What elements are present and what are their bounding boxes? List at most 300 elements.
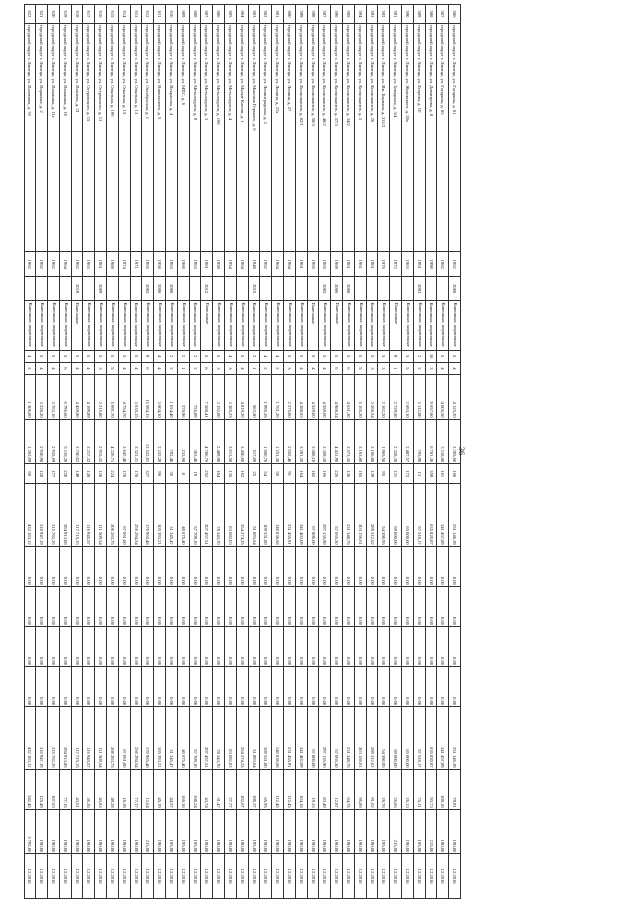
cell-entrances: 4 — [319, 362, 331, 374]
cell-row-number: 596 — [331, 5, 343, 24]
cell-entrances: 1 — [248, 362, 260, 374]
cell-max-unit-cost: 215,00 — [390, 809, 402, 854]
cell-cost-local: 0.00 — [71, 626, 83, 666]
cell-total-cost: 109 531,00 — [260, 484, 272, 546]
cell-address: городской округ г. Липецк, ул. Димитрова, д. 8 — [425, 23, 437, 252]
cell-living-area: 363,40 — [189, 419, 201, 464]
cell-max-unit-cost: 190,00 — [107, 809, 119, 854]
cell-total-area: 5 691,70 — [107, 375, 119, 420]
cell-entrances: 4 — [71, 362, 83, 374]
cell-total-cost: 83 682,03 — [225, 484, 237, 546]
cell-year-renovated: 2005 — [142, 276, 154, 301]
cell-entrances: 4 — [295, 362, 307, 374]
cell-row-number: 595 — [343, 5, 355, 24]
cell-entrances: 3 — [284, 362, 296, 374]
cell-cost-federal: 0.00 — [166, 546, 178, 586]
cell-residents: 96 — [154, 464, 166, 484]
cell-max-unit-cost: 195,00 — [378, 809, 390, 854]
cell-wall-material: Каменные, кирпичные — [189, 301, 201, 350]
cell-unit-cost: 166,36 — [177, 769, 189, 809]
cell-total-cost: 140 838,68 — [272, 484, 284, 546]
cell-total-cost: 105 393,21 — [154, 484, 166, 546]
cell-max-unit-cost: 195,00 — [413, 809, 425, 854]
cell-residents: 220 — [59, 464, 71, 484]
cell-unit-cost: 112,46 — [272, 769, 284, 809]
cell-cost-local: 0.00 — [260, 626, 272, 666]
cell-unit-cost: 91,62 — [366, 769, 378, 809]
cell-max-unit-cost: 190,00 — [236, 809, 248, 854]
cell-cost-local: 0.00 — [319, 626, 331, 666]
cell-total-cost: 310 947,19 — [36, 484, 48, 546]
cell-max-unit-cost: 190,00 — [59, 809, 71, 854]
table-row — [425, 5, 437, 899]
cell-address: городской округ г. Липецк, ул. Островского, д. 15 — [83, 23, 95, 252]
cell-cost-local: 0.00 — [201, 626, 213, 666]
cell-cost-federal: 0.00 — [130, 546, 142, 586]
cell-owners-funds: 297 135,90 — [319, 707, 331, 769]
cell-year-built: 1965 — [319, 252, 331, 277]
cell-max-unit-cost: 190,00 — [130, 809, 142, 854]
cell-total-cost: 635 820,87 — [425, 484, 437, 546]
cell-owners-funds: 109 531,00 — [260, 707, 272, 769]
cell-cost-other: 0.00 — [331, 667, 343, 707]
cell-max-unit-cost: 190,00 — [36, 809, 48, 854]
cell-cost-federal: 0.00 — [284, 546, 296, 586]
cell-residents: 182 — [307, 464, 319, 484]
cell-unit-cost: 27,77 — [225, 769, 237, 809]
cell-living-area: 2 930,90 — [36, 419, 48, 464]
table-row — [284, 5, 296, 899]
cell-residents: 160 — [449, 464, 461, 484]
cell-residents: 121 — [390, 464, 402, 484]
cell-floors: 9 — [390, 350, 402, 362]
cell-completion-date: 12.2018 — [95, 854, 107, 899]
cell-year-built: 1961 — [201, 252, 213, 277]
cell-residents: 8 — [177, 464, 189, 484]
cell-residents: 162 — [236, 464, 248, 484]
cell-living-area: 2 915,32 — [95, 419, 107, 464]
cell-cost-other: 0.00 — [83, 667, 95, 707]
cell-unit-cost: 75,11 — [413, 769, 425, 809]
cell-wall-material: Каменные, кирпичные — [425, 301, 437, 350]
cell-cost-regional: 0.00 — [437, 586, 449, 626]
cell-address: городской округ г. Липецк, ул. Ленинградская, д. 2 — [260, 23, 272, 252]
cell-floors: 5 — [36, 350, 48, 362]
cell-wall-material: Каменные, кирпичные — [213, 301, 225, 350]
cell-unit-cost: 64,76 — [343, 769, 355, 809]
cell-year-built: 1963 — [189, 252, 201, 277]
cell-owners-funds: 310 947,19 — [36, 707, 48, 769]
cell-cost-federal: 0.00 — [425, 546, 437, 586]
cell-year-renovated — [425, 276, 437, 301]
cell-cost-federal: 0.00 — [107, 546, 119, 586]
cell-completion-date: 12.2018 — [413, 854, 425, 899]
cell-completion-date: 12.2018 — [343, 854, 355, 899]
cell-living-area: 2 052,40 — [284, 419, 296, 464]
cell-cost-regional: 0.00 — [236, 586, 248, 626]
cell-floors: 5 — [319, 350, 331, 362]
cell-floors: 5 — [437, 350, 449, 362]
cell-max-unit-cost: 190,00 — [366, 809, 378, 854]
cell-cost-federal: 0.00 — [213, 546, 225, 586]
cell-address: городской округ г. Липецк, ул. Папанина, д. 11е — [48, 23, 60, 252]
cell-completion-date: 12.2018 — [130, 854, 142, 899]
cell-owners-funds: 432 183,12 — [24, 707, 36, 769]
cell-cost-other: 0.00 — [449, 667, 461, 707]
cell-cost-regional: 0.00 — [402, 586, 414, 626]
cell-year-renovated — [189, 276, 201, 301]
cell-completion-date: 12.2018 — [236, 854, 248, 899]
cell-wall-material: Каменные, кирпичные — [378, 301, 390, 350]
cell-completion-date: 12.2018 — [307, 854, 319, 899]
cell-total-area: 3 152,00 — [213, 375, 225, 420]
cell-row-number: 621 — [36, 5, 48, 24]
cell-year-built: 1965 — [307, 252, 319, 277]
cell-completion-date: 12.2018 — [201, 854, 213, 899]
cell-year-built: 1962 — [48, 252, 60, 277]
cell-row-number: 594 — [354, 5, 366, 24]
cell-owners-funds: 116 945,57 — [83, 707, 95, 769]
page-number: 36 — [457, 447, 466, 455]
cell-living-area: 4 431,90 — [331, 419, 343, 464]
cell-row-number: 600 — [284, 5, 296, 24]
cell-cost-other: 0.00 — [71, 667, 83, 707]
cell-max-unit-cost: 190,00 — [284, 809, 296, 854]
cell-owners-funds: 208 283,75 — [107, 707, 119, 769]
cell-year-built: 1961 — [343, 252, 355, 277]
cell-completion-date: 12.2018 — [425, 854, 437, 899]
cell-entrances: 6 — [331, 362, 343, 374]
cell-completion-date: 12.2018 — [154, 854, 166, 899]
table-row — [166, 5, 178, 899]
cell-owners-funds: 31 345,47 — [166, 707, 178, 769]
cell-total-cost: 341 402,09 — [295, 484, 307, 546]
cell-total-cost: 65 000,00 — [402, 484, 414, 546]
table-body — [24, 5, 460, 899]
cell-address: городской округ г. Липецк, ул. Малые Ключи, д. 1 — [236, 23, 248, 252]
cell-total-area: 2 162,20 — [378, 375, 390, 420]
table-row — [354, 5, 366, 899]
cell-year-built: 1965 — [142, 252, 154, 277]
cell-completion-date: 12.2018 — [118, 854, 130, 899]
cell-residents: 149 — [71, 464, 83, 484]
cell-unit-cost: 160,24 — [189, 769, 201, 809]
cell-residents: 60 — [24, 464, 36, 484]
cell-owners-funds: 207 457,51 — [201, 707, 213, 769]
cell-year-renovated: 2005 — [319, 276, 331, 301]
cell-max-unit-cost: 190,00 — [343, 809, 355, 854]
cell-entrances: 1 — [390, 362, 402, 374]
cell-cost-local: 0.00 — [272, 626, 284, 666]
cell-owners-funds: 65 000,00 — [402, 707, 414, 769]
cell-year-renovated: 2003 — [413, 276, 425, 301]
cell-row-number: 617 — [83, 5, 95, 24]
cell-year-built: 1971 — [130, 252, 142, 277]
cell-total-cost: 51 893,64 — [248, 484, 260, 546]
cell-floors: 5 — [71, 350, 83, 362]
cell-residents: 25 — [248, 464, 260, 484]
cell-wall-material: Каменные, кирпичные — [248, 301, 260, 350]
cell-living-area: 1 262,09 — [24, 419, 36, 464]
cell-cost-federal: 0.00 — [142, 546, 154, 586]
cell-living-area: 3 450,60 — [236, 419, 248, 464]
cell-year-built: 1976 — [378, 252, 390, 277]
cell-wall-material: Панельные — [71, 301, 83, 350]
cell-residents: 104 — [213, 464, 225, 484]
cell-max-unit-cost: 190,00 — [83, 809, 95, 854]
cell-address: городской округ г. Липецк, ул. Жуковского, д. 28а — [402, 23, 414, 252]
cell-entrances: 4 — [437, 362, 449, 374]
cell-completion-date: 12.2018 — [390, 854, 402, 899]
cell-max-unit-cost: 190,00 — [225, 809, 237, 854]
cell-unit-cost: 95,86 — [354, 769, 366, 809]
cell-completion-date: 12.2018 — [225, 854, 237, 899]
cell-residents: 91 — [284, 464, 296, 484]
cell-address: городской округ г. Липецк, ул. МПС, д. 6 — [177, 23, 189, 252]
cell-row-number: 613 — [130, 5, 142, 24]
cell-entrances: 4 — [83, 362, 95, 374]
cell-year-built: 1964 — [59, 252, 71, 277]
cell-address: городской округ г. Липецк, ул. Металлургов, д. 19б — [213, 23, 225, 252]
cell-cost-other: 0.00 — [201, 667, 213, 707]
cell-floors: 5 — [118, 350, 130, 362]
cell-unit-cost: 104,18 — [295, 769, 307, 809]
cell-total-area: 9 657,60 — [425, 375, 437, 420]
table-row — [107, 5, 119, 899]
cell-year-renovated — [83, 276, 95, 301]
cell-cost-regional: 0.00 — [284, 586, 296, 626]
cell-cost-other: 0.00 — [425, 667, 437, 707]
cell-total-cost: 297 135,90 — [319, 484, 331, 546]
cell-cost-local: 0.00 — [142, 626, 154, 666]
cell-residents: 164 — [295, 464, 307, 484]
cell-year-built: 1961 — [354, 252, 366, 277]
cell-living-area: 3 013,50 — [225, 419, 237, 464]
cell-entrances: 2 — [260, 362, 272, 374]
cell-entrances: 3 — [95, 362, 107, 374]
cell-row-number: 599 — [295, 5, 307, 24]
cell-completion-date: 12.2018 — [24, 854, 36, 899]
cell-max-unit-cost: 190,00 — [95, 809, 107, 854]
cell-cost-federal: 0.00 — [413, 546, 425, 586]
cell-completion-date: 12.2018 — [331, 854, 343, 899]
cell-total-area: 278,96 — [177, 375, 189, 420]
cell-year-built: 1961 — [366, 252, 378, 277]
table-row — [295, 5, 307, 899]
table-row — [402, 5, 414, 899]
cell-living-area: 517,00 — [248, 419, 260, 464]
cell-total-cost: 67 061,00 — [118, 484, 130, 546]
cell-completion-date: 12.2018 — [284, 854, 296, 899]
cell-entrances: 5 — [107, 362, 119, 374]
cell-total-area: 2 275,00 — [284, 375, 296, 420]
cell-completion-date: 12.2018 — [449, 854, 461, 899]
cell-living-area: 3 359,20 — [319, 419, 331, 464]
cell-living-area: 2 332,20 — [154, 419, 166, 464]
cell-cost-local: 0.00 — [177, 626, 189, 666]
cell-unit-cost: 77,16 — [59, 769, 71, 809]
cell-cost-local: 0.00 — [83, 626, 95, 666]
cell-year-renovated — [437, 276, 449, 301]
cell-total-area: 4 199,89 — [83, 375, 95, 420]
cell-cost-local: 0.00 — [213, 626, 225, 666]
cell-floors: 5 — [354, 350, 366, 362]
cell-cost-local: 0.00 — [107, 626, 119, 666]
cell-floors: 5 — [59, 350, 71, 362]
cell-row-number: 607 — [201, 5, 213, 24]
cell-floors: 4 — [154, 350, 166, 362]
cell-cost-local: 0.00 — [354, 626, 366, 666]
cell-wall-material: Каменные, кирпичные — [343, 301, 355, 350]
cell-residents: 13 — [413, 464, 425, 484]
cell-owners-funds: 67 800,00 — [307, 707, 319, 769]
cell-living-area: 1 251,30 — [272, 419, 284, 464]
cell-cost-local: 0.00 — [331, 626, 343, 666]
cell-cost-federal: 0.00 — [95, 546, 107, 586]
cell-row-number: 616 — [95, 5, 107, 24]
cell-max-unit-cost: 190,00 — [213, 809, 225, 854]
cell-cost-regional: 0.00 — [390, 586, 402, 626]
cell-max-unit-cost: 190,00 — [118, 809, 130, 854]
cell-year-renovated — [130, 276, 142, 301]
cell-year-renovated — [59, 276, 71, 301]
cell-cost-other: 0.00 — [166, 667, 178, 707]
cell-residents: 178 — [130, 464, 142, 484]
cell-year-renovated: 2008 — [449, 276, 461, 301]
cell-completion-date: 12.2018 — [402, 854, 414, 899]
cell-total-area: 4 459,80 — [71, 375, 83, 420]
cell-floors: 5 — [284, 350, 296, 362]
cell-living-area: 2 489,90 — [213, 419, 225, 464]
cell-total-area: 563,50 — [248, 375, 260, 420]
cell-living-area: 2 328,20 — [390, 419, 402, 464]
table-row — [213, 5, 225, 899]
cell-entrances: 4 — [48, 362, 60, 374]
cell-address: городской округ г. Липецк, ул. Заводская, д. 3/4 — [390, 23, 402, 252]
cell-year-renovated — [36, 276, 48, 301]
cell-total-area: 4 288,65 — [295, 375, 307, 420]
cell-year-built: 1948 — [248, 252, 260, 277]
cell-wall-material: Каменные, кирпичные — [142, 301, 154, 350]
cell-cost-other: 0.00 — [118, 667, 130, 707]
cell-unit-cost: 12,87 — [331, 769, 343, 809]
cell-completion-date: 12.2018 — [59, 854, 71, 899]
cell-wall-material: Каменные, кирпичные — [284, 301, 296, 350]
cell-wall-material: Каменные, кирпичные — [272, 301, 284, 350]
cell-year-built: 1974 — [118, 252, 130, 277]
table-row — [142, 5, 154, 899]
cell-wall-material: Каменные, кирпичные — [260, 301, 272, 350]
cell-unit-cost: 43,74 — [201, 769, 213, 809]
cell-total-cost: 57 518,17 — [413, 484, 425, 546]
cell-year-renovated — [118, 276, 130, 301]
cell-wall-material: Каменные, кирпичные — [24, 301, 36, 350]
cell-cost-other: 0.00 — [260, 667, 272, 707]
cell-cost-regional: 0.00 — [24, 586, 36, 626]
cell-year-renovated — [284, 276, 296, 301]
cell-unit-cost: 18,39 — [118, 769, 130, 809]
cell-owners-funds: 83 682,03 — [225, 707, 237, 769]
cell-unit-cost: 125,49 — [36, 769, 48, 809]
cell-cost-regional: 0.00 — [260, 586, 272, 626]
cell-total-area: 1 306,00 — [24, 375, 36, 420]
cell-max-unit-cost: 190,00 — [331, 809, 343, 854]
cell-residents: 19 — [189, 464, 201, 484]
cell-total-area: 3 604,10 — [154, 375, 166, 420]
cell-completion-date: 12.2018 — [189, 854, 201, 899]
cell-residents: 327 — [142, 464, 154, 484]
cell-total-cost: 78 343,70 — [213, 484, 225, 546]
cell-cost-regional: 0.00 — [319, 586, 331, 626]
cell-unit-cost: 44,57 — [166, 769, 178, 809]
cell-unit-cost: 112,45 — [284, 769, 296, 809]
cell-max-unit-cost: 215,00 — [425, 809, 437, 854]
cell-address: городской округ г. Липецк, ул. Опытная, д. 19б — [107, 23, 119, 252]
cell-floors: 5 — [95, 350, 107, 362]
cell-cost-other: 0.00 — [366, 667, 378, 707]
cell-total-cost: 116 945,57 — [83, 484, 95, 546]
cell-wall-material: Каменные, кирпичные — [95, 301, 107, 350]
cell-total-cost: 289 312,62 — [366, 484, 378, 546]
cell-wall-material: Каменные, кирпичные — [177, 301, 189, 350]
cell-cost-other: 0.00 — [319, 667, 331, 707]
cell-max-unit-cost: 190,00 — [201, 809, 213, 854]
cell-entrances: 6 — [343, 362, 355, 374]
cell-cost-federal: 0.00 — [295, 546, 307, 586]
cell-cost-local: 0.00 — [236, 626, 248, 666]
cell-row-number: 589 — [413, 5, 425, 24]
table-row — [130, 5, 142, 899]
cell-living-area: 2 935,69 — [48, 419, 60, 464]
cell-completion-date: 12.2018 — [48, 854, 60, 899]
cell-living-area: 2 487,57 — [402, 419, 414, 464]
cell-wall-material: Каменные, кирпичные — [107, 301, 119, 350]
cell-row-number: 619 — [59, 5, 71, 24]
table-row — [59, 5, 71, 899]
cell-cost-other: 0.00 — [343, 667, 355, 707]
cell-living-area: 1 660,70 — [260, 419, 272, 464]
cell-year-renovated — [177, 276, 189, 301]
cell-cost-local: 0.00 — [36, 626, 48, 666]
cell-cost-other: 0.00 — [154, 667, 166, 707]
cell-cost-local: 0.00 — [166, 626, 178, 666]
cell-cost-local: 0.00 — [59, 626, 71, 666]
cell-row-number: 602 — [260, 5, 272, 24]
cell-residents: 128 — [36, 464, 48, 484]
cell-cost-federal: 0.00 — [248, 546, 260, 586]
cell-total-area: 4 559,00 — [319, 375, 331, 420]
cell-wall-material: Каменные, кирпичные — [402, 301, 414, 350]
cell-max-unit-cost: 190,00 — [354, 809, 366, 854]
table-row — [118, 5, 130, 899]
cell-cost-local: 0.00 — [48, 626, 60, 666]
cell-cost-other: 0.00 — [437, 667, 449, 707]
cell-address: городской округ г. Липецк, ул. Островского, д. 13 — [95, 23, 107, 252]
cell-row-number: 609 — [177, 5, 189, 24]
cell-cost-federal: 0.00 — [48, 546, 60, 586]
cell-max-unit-cost: 195,00 — [166, 809, 178, 854]
cell-max-unit-cost: 190,00 — [71, 809, 83, 854]
cell-total-cost: 354 274,25 — [236, 484, 248, 546]
cell-residents: 139 — [366, 464, 378, 484]
cell-owners-funds: 341 457,89 — [437, 707, 449, 769]
cell-cost-federal: 0.00 — [437, 546, 449, 586]
cell-cost-local: 0.00 — [307, 626, 319, 666]
cell-total-cost: 170 965,48 — [142, 484, 154, 546]
cell-row-number: 597 — [319, 5, 331, 24]
cell-entrances: 1 — [177, 362, 189, 374]
cell-cost-regional: 0.00 — [307, 586, 319, 626]
